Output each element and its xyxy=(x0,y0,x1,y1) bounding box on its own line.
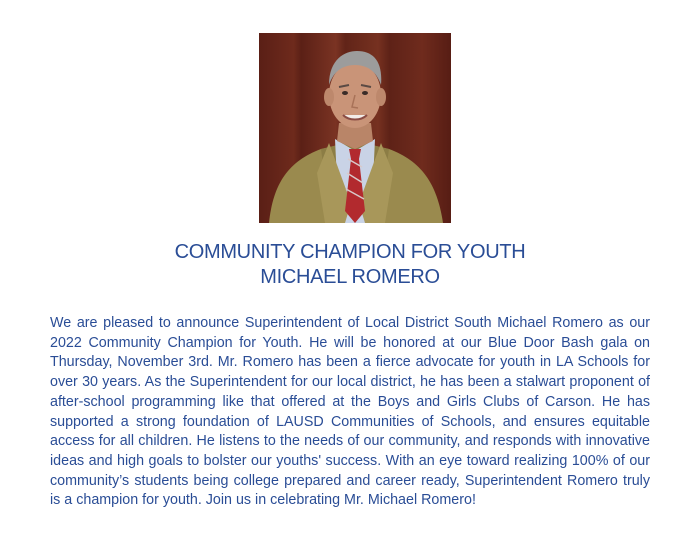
portrait-illustration xyxy=(259,33,451,223)
announcement-paragraph: We are pleased to announce Superintendent of Local District South Michael Romero as our 2022 Community Champion for Youth. He will be honored at our Blue Door Bash gala on Thursday, November 3rd. Mr. Romero has been a fierce advocate for youth in LA Schools for over 30 years. As the Superintendent for our local district, he has been a stalwart proponent of after-school programming like that offered at the Boys and Girls Clubs of Carson. He has supported a strong foundation of LAUSD Communities of Schools, and ensures equitable access for all children. He listens to the needs of our community, and responds with innovative ideas and high goals to bolster our youths' success. With an eye toward realizing 100% of our community’s students being college prepared and career ready, Superintendent Romero truly is a champion for youth. Join us in celebrating Mr. Michael Romero! xyxy=(50,315,650,509)
page-title xyxy=(0,240,700,290)
portrait-photo xyxy=(259,33,451,223)
title-line-2: MICHAEL ROMERO xyxy=(260,266,440,288)
title-line-1: COMMUNITY CHAMPION FOR YOUTH xyxy=(174,241,526,263)
